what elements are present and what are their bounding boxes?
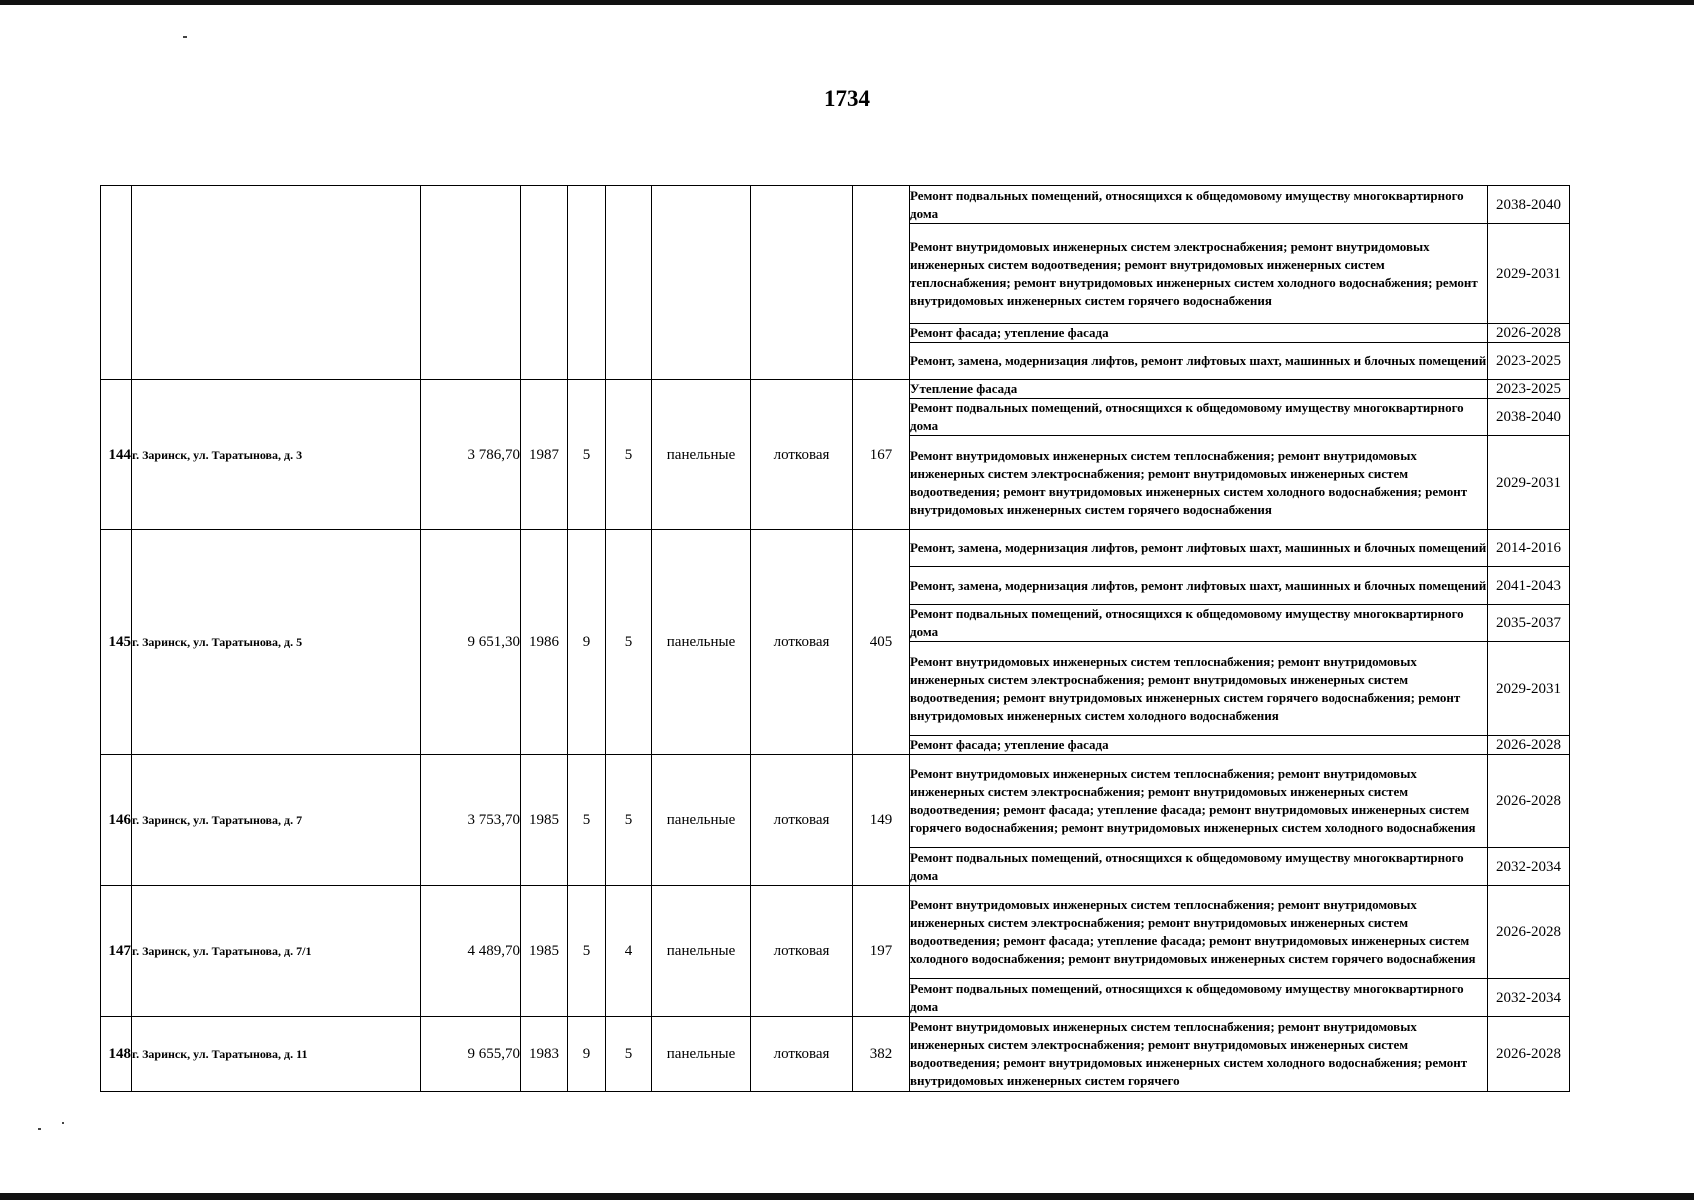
work-type-cell: Ремонт подвальных помещений, относящихся к общедомовому имуществу многоквартирного дома <box>910 979 1488 1017</box>
scan-speck <box>38 1128 41 1130</box>
table-row <box>101 380 1570 399</box>
scan-speck <box>183 36 187 38</box>
roof-type-cell: лотковая <box>751 530 853 755</box>
period-cell: 2032-2034 <box>1488 848 1570 886</box>
wall-material-cell: панельные <box>652 380 751 530</box>
period-cell: 2026-2028 <box>1488 1017 1570 1092</box>
period-cell: 2026-2028 <box>1488 736 1570 755</box>
work-type-cell: Ремонт, замена, модернизация лифтов, ремонт лифтовых шахт, машинных и блочных помещений <box>910 530 1488 567</box>
empty-cell <box>521 186 568 380</box>
empty-cell <box>132 186 421 380</box>
residents-cell: 197 <box>853 886 910 1017</box>
work-type-cell: Ремонт внутридомовых инженерных систем теплоснабжения; ремонт внутридомовых инженерных систем электроснабжения; ремонт внутридомовых инженерных систем водоотведения; ремонт фасада; утепление фасада; ремонт внутридомовых инженерных систем горячего водоснабжения; ремонт внутридомовых инженерных систем холодного водоснабжения <box>910 755 1488 848</box>
work-type-cell: Ремонт подвальных помещений, относящихся к общедомовому имуществу многоквартирного дома <box>910 848 1488 886</box>
roof-type-cell: лотковая <box>751 1017 853 1092</box>
year-cell: 1985 <box>521 886 568 1017</box>
floors-cell: 9 <box>568 530 606 755</box>
area-cell: 9 651,30 <box>421 530 521 755</box>
area-cell: 9 655,70 <box>421 1017 521 1092</box>
period-cell: 2032-2034 <box>1488 979 1570 1017</box>
capital-repair-table <box>100 185 1570 1092</box>
period-cell: 2026-2028 <box>1488 886 1570 979</box>
roof-type-cell: лотковая <box>751 380 853 530</box>
area-cell: 3 786,70 <box>421 380 521 530</box>
roof-type-cell: лотковая <box>751 755 853 886</box>
empty-cell <box>751 186 853 380</box>
residents-cell: 382 <box>853 1017 910 1092</box>
work-type-cell: Ремонт внутридомовых инженерных систем теплоснабжения; ремонт внутридомовых инженерных систем электроснабжения; ремонт внутридомовых инженерных систем водоотведения; ремонт внутридомовых инженерных систем горячего водоснабжения; ремонт внутридомовых инженерных систем холодного водоснабжения <box>910 642 1488 736</box>
area-cell: 4 489,70 <box>421 886 521 1017</box>
wall-material-cell: панельные <box>652 530 751 755</box>
empty-cell <box>652 186 751 380</box>
table-row <box>101 186 1570 224</box>
entrances-cell: 4 <box>606 886 652 1017</box>
area-cell: 3 753,70 <box>421 755 521 886</box>
row-number-cell: 144 <box>101 380 132 530</box>
period-cell: 2029-2031 <box>1488 436 1570 530</box>
residents-cell: 149 <box>853 755 910 886</box>
year-cell: 1983 <box>521 1017 568 1092</box>
table-row <box>101 755 1570 848</box>
period-cell: 2026-2028 <box>1488 755 1570 848</box>
work-type-cell: Ремонт внутридомовых инженерных систем теплоснабжения; ремонт внутридомовых инженерных систем электроснабжения; ремонт внутридомовых инженерных систем водоотведения; ремонт внутридомовых инженерных систем холодного водоснабжения; ремонт внутридомовых инженерных систем горячего водоснабжения <box>910 436 1488 530</box>
year-cell: 1987 <box>521 380 568 530</box>
wall-material-cell: панельные <box>652 755 751 886</box>
empty-cell <box>606 186 652 380</box>
scan-bottom-border <box>0 1193 1694 1200</box>
scan-speck <box>62 1122 64 1124</box>
row-number-cell: 147 <box>101 886 132 1017</box>
floors-cell: 5 <box>568 380 606 530</box>
scan-top-border <box>0 0 1694 5</box>
table-row <box>101 1017 1570 1092</box>
row-number-cell: 148 <box>101 1017 132 1092</box>
table-row <box>101 530 1570 567</box>
residents-cell: 167 <box>853 380 910 530</box>
row-number-cell: 146 <box>101 755 132 886</box>
work-type-cell: Ремонт подвальных помещений, относящихся к общедомовому имуществу многоквартирного дома <box>910 605 1488 642</box>
floors-cell: 9 <box>568 1017 606 1092</box>
wall-material-cell: панельные <box>652 1017 751 1092</box>
period-cell: 2023-2025 <box>1488 343 1570 380</box>
table-row <box>101 886 1570 979</box>
entrances-cell: 5 <box>606 1017 652 1092</box>
empty-cell <box>101 186 132 380</box>
address-cell: г. Заринск, ул. Таратынова, д. 11 <box>132 1017 421 1092</box>
work-type-cell: Утепление фасада <box>910 380 1488 399</box>
work-type-cell: Ремонт внутридомовых инженерных систем теплоснабжения; ремонт внутридомовых инженерных систем электроснабжения; ремонт внутридомовых инженерных систем водоотведения; ремонт внутридомовых инженерных систем холодного водоснабжения; ремонт внутридомовых инженерных систем горячего <box>910 1017 1488 1092</box>
work-type-cell: Ремонт, замена, модернизация лифтов, ремонт лифтовых шахт, машинных и блочных помещений <box>910 343 1488 380</box>
page-number: 1734 <box>824 86 870 111</box>
work-type-cell: Ремонт фасада; утепление фасада <box>910 324 1488 343</box>
year-cell: 1985 <box>521 755 568 886</box>
entrances-cell: 5 <box>606 755 652 886</box>
year-cell: 1986 <box>521 530 568 755</box>
roof-type-cell: лотковая <box>751 886 853 1017</box>
period-cell: 2035-2037 <box>1488 605 1570 642</box>
floors-cell: 5 <box>568 886 606 1017</box>
empty-cell <box>568 186 606 380</box>
entrances-cell: 5 <box>606 530 652 755</box>
period-cell: 2038-2040 <box>1488 399 1570 436</box>
entrances-cell: 5 <box>606 380 652 530</box>
row-number-cell: 145 <box>101 530 132 755</box>
work-type-cell: Ремонт, замена, модернизация лифтов, ремонт лифтовых шахт, машинных и блочных помещений <box>910 567 1488 605</box>
work-type-cell: Ремонт подвальных помещений, относящихся к общедомовому имуществу многоквартирного дома <box>910 186 1488 224</box>
address-cell: г. Заринск, ул. Таратынова, д. 7 <box>132 755 421 886</box>
work-type-cell: Ремонт внутридомовых инженерных систем электроснабжения; ремонт внутридомовых инженерных систем водоотведения; ремонт внутридомовых инженерных систем теплоснабжения; ремонт внутридомовых инженерных систем холодного водоснабжения; ремонт внутридомовых инженерных систем горячего водоснабжения <box>910 224 1488 324</box>
period-cell: 2029-2031 <box>1488 224 1570 324</box>
period-cell: 2023-2025 <box>1488 380 1570 399</box>
empty-cell <box>421 186 521 380</box>
period-cell: 2029-2031 <box>1488 642 1570 736</box>
period-cell: 2038-2040 <box>1488 186 1570 224</box>
floors-cell: 5 <box>568 755 606 886</box>
work-type-cell: Ремонт внутридомовых инженерных систем теплоснабжения; ремонт внутридомовых инженерных систем электроснабжения; ремонт внутридомовых инженерных систем водоотведения; ремонт фасада; утепление фасада; ремонт внутридомовых инженерных систем холодного водоснабжения; ремонт внутридомовых инженерных систем горячего водоснабжения <box>910 886 1488 979</box>
address-cell: г. Заринск, ул. Таратынова, д. 3 <box>132 380 421 530</box>
wall-material-cell: панельные <box>652 886 751 1017</box>
address-cell: г. Заринск, ул. Таратынова, д. 5 <box>132 530 421 755</box>
period-cell: 2014-2016 <box>1488 530 1570 567</box>
work-type-cell: Ремонт фасада; утепление фасада <box>910 736 1488 755</box>
empty-cell <box>853 186 910 380</box>
residents-cell: 405 <box>853 530 910 755</box>
period-cell: 2026-2028 <box>1488 324 1570 343</box>
period-cell: 2041-2043 <box>1488 567 1570 605</box>
work-type-cell: Ремонт подвальных помещений, относящихся к общедомовому имуществу многоквартирного дома <box>910 399 1488 436</box>
address-cell: г. Заринск, ул. Таратынова, д. 7/1 <box>132 886 421 1017</box>
